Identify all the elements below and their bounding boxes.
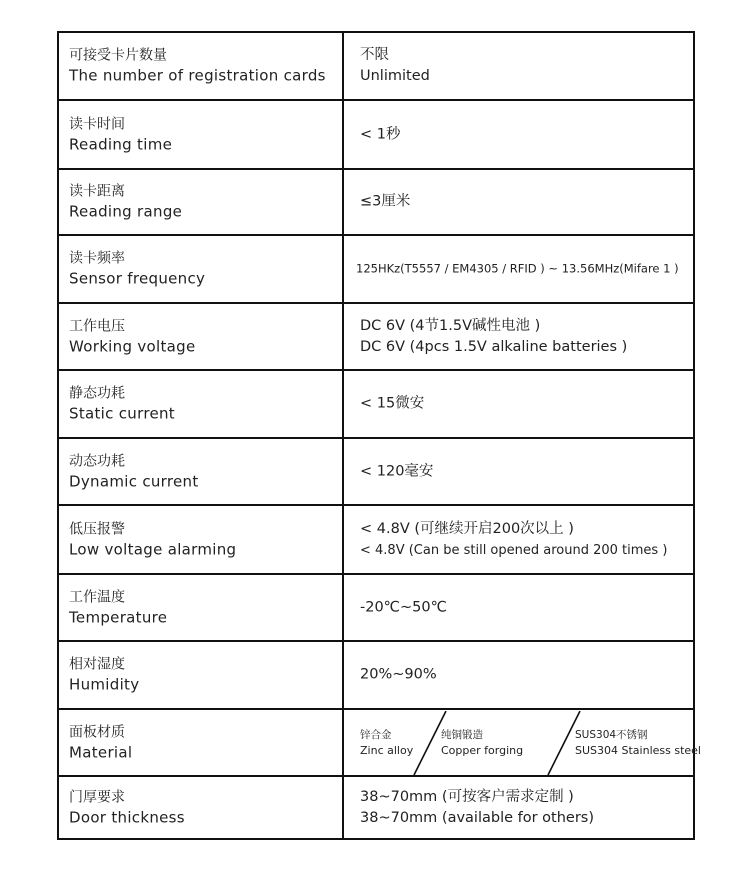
column-divider — [342, 371, 344, 437]
label-zh: 工作温度 — [69, 589, 125, 605]
label-en: Working voltage — [69, 337, 196, 355]
spec-table — [57, 31, 701, 840]
column-divider — [342, 236, 344, 302]
row-value — [356, 259, 679, 280]
row-label — [69, 182, 182, 223]
row-label — [69, 249, 205, 290]
column-divider — [342, 170, 344, 234]
value-line: < 4.8V (Can be still opened around 200 times ) — [360, 542, 668, 558]
label-zh: 可接受卡片数量 — [69, 47, 167, 64]
label-en: Reading range — [69, 202, 183, 221]
spec-row-registration-cards — [59, 33, 693, 99]
label-zh: 低压报警 — [69, 521, 125, 537]
label-zh: 相对湿度 — [69, 656, 125, 673]
material-en: Zinc alloy — [360, 743, 414, 757]
column-divider — [342, 642, 344, 708]
row-value — [360, 787, 594, 829]
row-value — [360, 192, 410, 213]
row-label — [69, 587, 167, 628]
row-value — [360, 45, 430, 87]
value-line: < 1秒 — [360, 126, 401, 142]
material-zh: 锌合金 — [360, 728, 392, 741]
row-value — [360, 665, 437, 686]
label-en: Temperature — [69, 608, 168, 626]
material-option-copper — [441, 727, 523, 759]
spec-row-low-voltage-alarming — [59, 504, 693, 573]
value-line: 38~70mm (available for others) — [360, 809, 595, 826]
label-zh: 面板材质 — [69, 724, 125, 740]
spec-row-static-current — [59, 369, 693, 437]
row-value — [360, 316, 627, 358]
value-line: DC 6V (4pcs 1.5V alkaline batteries ) — [360, 338, 628, 355]
label-zh: 工作电压 — [69, 318, 125, 334]
value-line: 38~70mm (可按客户需求定制 ) — [360, 788, 574, 805]
value-line: < 120毫安 — [360, 463, 434, 479]
column-divider — [342, 304, 344, 369]
value-line: 125HKz(T5557 / EM4305 / RFID ) ~ 13.56MHz(Mifare 1 ) — [356, 261, 679, 276]
row-value — [360, 394, 424, 415]
row-value — [360, 519, 667, 561]
material-option-zinc — [360, 727, 413, 759]
label-en: The number of registration cards — [69, 66, 326, 85]
material-options — [344, 710, 701, 775]
spec-row-door-thickness — [59, 775, 693, 838]
row-label — [69, 451, 199, 492]
label-zh: 动态功耗 — [69, 453, 125, 469]
label-zh: 读卡频率 — [69, 250, 125, 267]
row-label — [69, 519, 236, 560]
row-label — [69, 655, 139, 696]
spec-row-reading-range — [59, 168, 693, 234]
value-line: 20%~90% — [360, 666, 437, 683]
row-label — [69, 384, 175, 425]
value-line: ≤3厘米 — [360, 193, 411, 210]
label-zh: 读卡距离 — [69, 183, 125, 200]
spec-row-reading-time — [59, 99, 693, 168]
spec-row-temperature — [59, 573, 693, 640]
label-en: Sensor frequency — [69, 269, 206, 288]
material-en: SUS304 Stainless steel — [575, 743, 701, 757]
column-divider — [342, 101, 344, 168]
label-en: Material — [69, 743, 133, 761]
label-zh: 门厚要求 — [69, 789, 125, 805]
material-option-stainless — [575, 727, 701, 759]
value-line: -20℃~50℃ — [360, 599, 447, 615]
column-divider — [342, 506, 344, 573]
column-divider — [342, 575, 344, 640]
row-label — [69, 787, 185, 828]
spec-row-material — [59, 708, 701, 775]
label-en: Static current — [69, 404, 175, 423]
row-value — [360, 597, 447, 618]
spec-row-humidity — [59, 640, 693, 708]
column-divider — [342, 439, 344, 504]
label-en: Low voltage alarming — [69, 540, 237, 558]
label-zh: 读卡时间 — [69, 116, 125, 132]
column-divider — [342, 33, 344, 99]
spec-row-dynamic-current — [59, 437, 693, 504]
value-line: Unlimited — [360, 68, 430, 84]
label-en: Dynamic current — [69, 472, 199, 490]
value-line: DC 6V (4节1.5V碱性电池 ) — [360, 317, 541, 334]
value-line: < 4.8V (可继续开启200次以上 ) — [360, 520, 574, 537]
row-label — [69, 114, 172, 155]
spec-row-sensor-frequency — [59, 234, 693, 302]
material-zh: SUS304不锈钢 — [575, 728, 648, 741]
value-line: 不限 — [360, 47, 389, 63]
row-value — [360, 461, 433, 482]
column-divider — [342, 777, 344, 838]
row-label — [69, 46, 326, 87]
row-label — [69, 316, 196, 357]
spec-row-working-voltage — [59, 302, 693, 369]
row-label — [69, 722, 132, 763]
label-zh: 静态功耗 — [69, 385, 125, 402]
material-en: Copper forging — [441, 743, 524, 757]
label-en: Humidity — [69, 675, 140, 694]
value-line: < 15微安 — [360, 395, 425, 412]
row-value — [360, 124, 400, 145]
label-en: Reading time — [69, 135, 173, 153]
label-en: Door thickness — [69, 808, 185, 826]
material-zh: 纯铜锻造 — [441, 728, 483, 741]
